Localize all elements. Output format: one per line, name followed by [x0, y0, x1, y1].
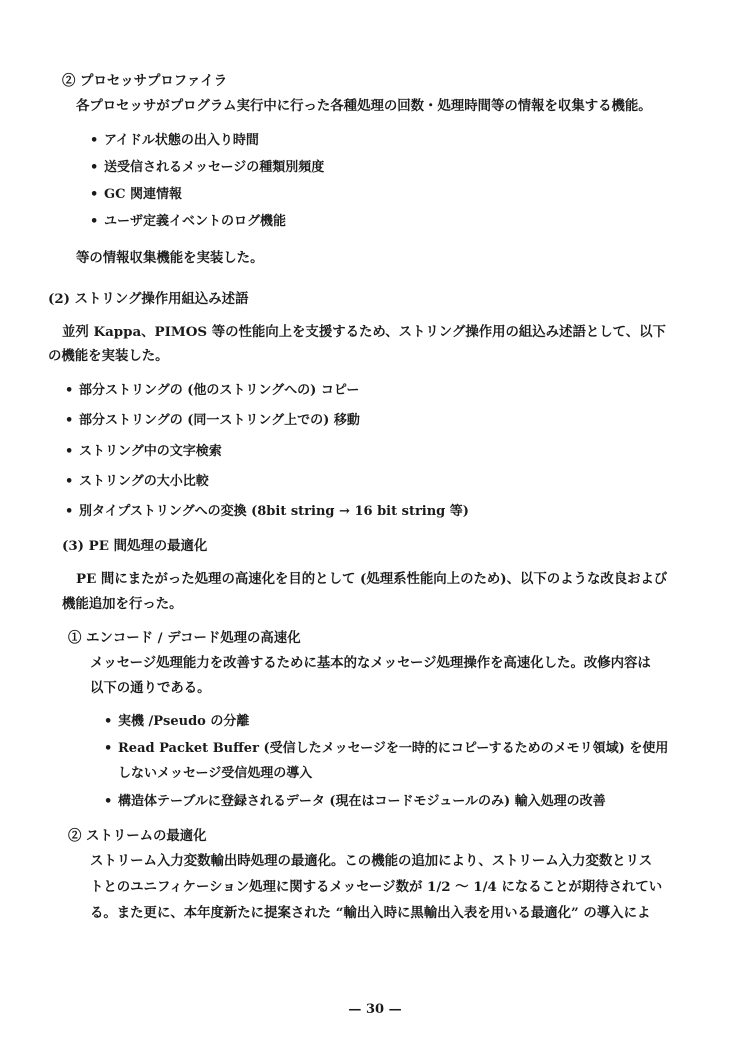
list-item-text: ユーザ定義イベントのログ機能	[104, 214, 287, 229]
list-item-continuation: しないメッセージ受信処理の導入	[118, 766, 313, 781]
paragraph-pe-intro-line2: 機能追加を行った。	[62, 596, 183, 612]
bullet-icon: •	[65, 474, 74, 489]
list-item-text: 部分ストリングの (同一ストリング上での) 移動	[79, 413, 360, 428]
list-item-text: Read Packet Buffer (受信したメッセージを一時的にコピーするためのメモリ領域) を使用	[118, 741, 669, 756]
list-item	[104, 713, 249, 731]
section-heading-pe-optimization: (3) PE 間処理の最適化	[62, 538, 208, 554]
page-number: — 30 —	[348, 1002, 402, 1017]
subsection-heading-encode-decode: ① エンコード / デコード処理の高速化	[68, 630, 301, 646]
section-heading-processor-profiler: ② プロセッサプロファイラ	[62, 73, 228, 89]
paragraph-profiler-description: 各プロセッサがプログラム実行中に行った各種処理の回数・処理時間等の情報を収集する機能。	[76, 98, 652, 114]
paragraph-string-intro-line1: 並列 Kappa、PIMOS 等の性能向上を支援するため、ストリング操作用の組込み述語として、以下	[62, 324, 666, 340]
paragraph-stream-line2: トとのユニフィケーション処理に関するメッセージ数が 1/2 ～ 1/4 になることが期待されてい	[90, 879, 663, 895]
bullet-icon: •	[90, 187, 99, 202]
list-item-text: 部分ストリングの (他のストリングへの) コピー	[79, 383, 360, 398]
list-item	[65, 503, 469, 521]
paragraph-string-intro-line2: の機能を実装した。	[48, 348, 169, 364]
bullet-icon: •	[65, 504, 74, 519]
list-item	[65, 382, 359, 400]
paragraph-stream-line1: ストリーム入力変数輸出時処理の最適化。この機能の追加により、ストリーム入力変数とリス	[90, 853, 653, 869]
list-item-text: 実機 /Pseudo の分離	[118, 714, 250, 729]
list-item	[90, 213, 286, 231]
bullet-icon: •	[90, 160, 99, 175]
bullet-icon: •	[90, 133, 99, 148]
paragraph-encode-line2: 以下の通りである。	[90, 680, 211, 696]
list-item	[90, 186, 182, 204]
paragraph-stream-line3: る。また更に、本年度新たに提案された “輸出入時に黒輸出入表を用いる最適化” の導入によ	[90, 905, 651, 921]
list-item-text: アイドル状態の出入り時間	[104, 133, 259, 148]
list-item-text: 送受信されるメッセージの種類別頻度	[104, 160, 325, 175]
list-item	[104, 740, 668, 758]
bullet-icon: •	[90, 214, 99, 229]
bullet-icon: •	[104, 741, 113, 756]
bullet-icon: •	[65, 444, 74, 459]
list-item	[65, 443, 222, 461]
paragraph-pe-intro-line1: PE 間にまたがった処理の高速化を目的として (処理系性能向上のため)、以下のような改良および	[76, 571, 668, 587]
bullet-icon: •	[104, 794, 113, 809]
bullet-icon: •	[104, 714, 113, 729]
paragraph-profiler-tail: 等の情報収集機能を実装した。	[76, 250, 264, 266]
paragraph-encode-line1: メッセージ処理能力を改善するために基本的なメッセージ処理操作を高速化した。改修内容は	[90, 655, 651, 671]
list-item-text: ストリング中の文字検索	[79, 444, 222, 459]
list-item-text: 構造体テーブルに登録されるデータ (現在はコードモジュールのみ) 輸入処理の改善	[118, 794, 606, 809]
list-item	[90, 132, 259, 150]
section-heading-string-predicates: (2) ストリング操作用組込み述語	[48, 291, 249, 307]
bullet-icon: •	[65, 413, 74, 428]
list-item	[65, 473, 209, 491]
list-item-text: GC 関連情報	[104, 187, 182, 202]
bullet-icon: •	[65, 383, 74, 398]
list-item-text: 別タイプストリングへの変換 (8bit string → 16 bit string 等)	[79, 504, 469, 519]
list-item-text: ストリングの大小比較	[79, 474, 209, 489]
list-item	[104, 793, 606, 811]
list-item	[65, 412, 360, 430]
subsection-heading-stream: ② ストリームの最適化	[68, 828, 207, 844]
list-item	[90, 159, 324, 177]
